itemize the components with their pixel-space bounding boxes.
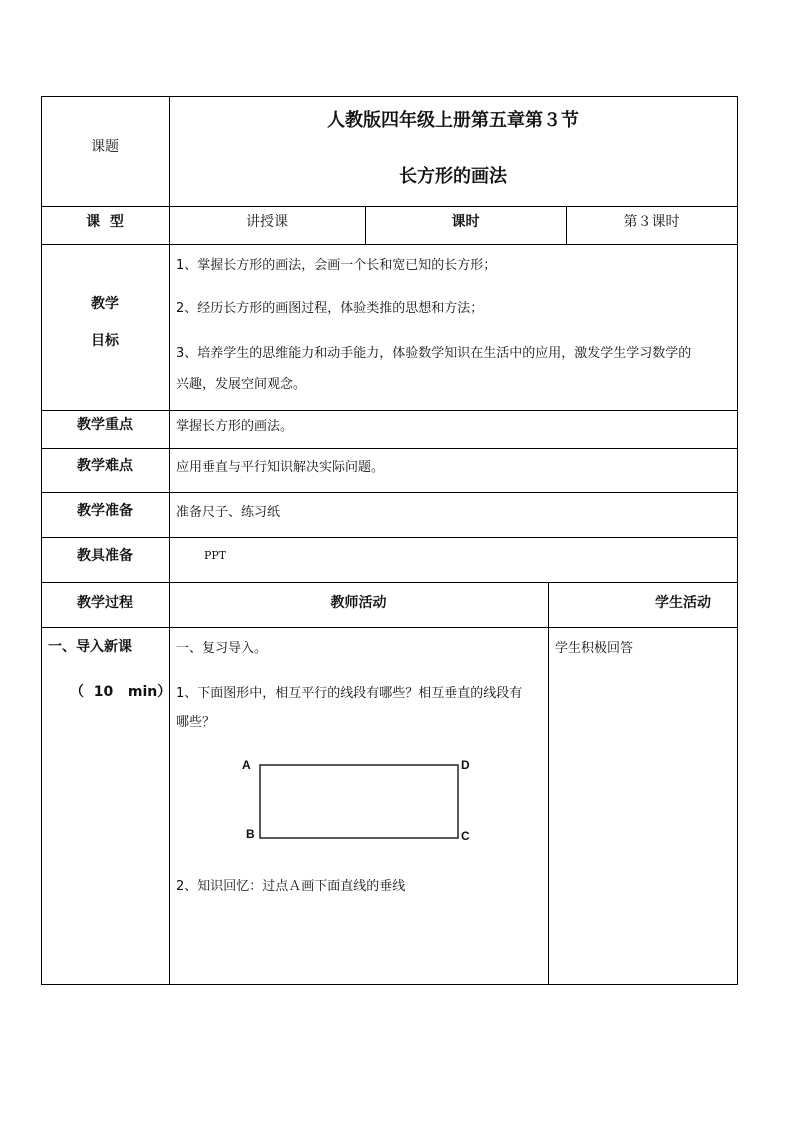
section-name: 一、导入新课: [48, 639, 132, 655]
difficulties-value: 应用垂直与平行知识解决实际问题。: [176, 460, 385, 475]
teacher-header: 教师活动: [330, 595, 387, 611]
key-points-label: 教学重点: [77, 417, 133, 433]
table-border: [41, 582, 738, 583]
table-border: [41, 206, 738, 207]
type-value: 讲授课: [246, 214, 288, 230]
preparation-value: 准备尺子、练习纸: [176, 505, 281, 520]
teacher-line: 一、复习导入。: [176, 641, 268, 656]
table-border: [41, 627, 738, 628]
table-border: [548, 582, 549, 984]
teacher-line: 1、下面图形中，相互平行的线段有哪些？相互垂直的线段有: [176, 686, 523, 701]
student-header: 学生活动: [655, 595, 711, 611]
preparation-label: 教学准备: [77, 503, 133, 519]
teacher-line: 哪些？: [176, 715, 216, 730]
period-value: 第３课时: [623, 214, 680, 230]
goals-label-line1: 教学: [91, 296, 119, 312]
student-activity: 学生积极回答: [555, 641, 634, 656]
tools-value: PPT: [204, 549, 227, 562]
table-border: [41, 410, 738, 411]
table-border: [737, 96, 738, 985]
table-border: [41, 96, 738, 97]
table-border: [41, 244, 738, 245]
topic-label: 课题: [91, 139, 119, 155]
vertex-label-a: A: [242, 758, 251, 772]
goal-item: 2、经历长方形的画图过程，体验类推的思想和方法；: [176, 301, 484, 316]
goal-item: 1、掌握长方形的画法，会画一个长和宽已知的长方形；: [176, 258, 497, 273]
lesson-title: 人教版四年级上册第五章第３节: [327, 110, 579, 131]
table-border: [41, 537, 738, 538]
key-points-value: 掌握长方形的画法。: [176, 419, 294, 434]
rectangle-figure: [236, 752, 486, 848]
difficulties-label: 教学难点: [77, 458, 133, 474]
section-time: （ 10 min）: [70, 684, 172, 700]
tools-label: 教具准备: [77, 548, 133, 564]
vertex-label-c: C: [461, 829, 470, 843]
vertex-label-d: D: [461, 758, 470, 772]
table-border: [41, 984, 738, 985]
period-label: 课时: [451, 214, 480, 230]
teacher-line: 2、知识回忆：过点Ａ画下面直线的垂线: [176, 879, 406, 894]
goal-item: 3、培养学生的思维能力和动手能力，体验数学知识在生活中的应用，激发学生学习数学的: [176, 346, 692, 361]
type-label: 课 型: [86, 214, 124, 230]
lesson-subtitle: 长方形的画法: [399, 166, 507, 187]
table-border: [41, 492, 738, 493]
table-border: [41, 448, 738, 449]
process-header: 教学过程: [77, 595, 133, 611]
rectangle-abcd: [260, 765, 458, 838]
goal-item: 兴趣，发展空间观念。: [176, 377, 307, 392]
vertex-label-b: B: [246, 827, 255, 841]
goals-label-line2: 目标: [91, 333, 119, 349]
